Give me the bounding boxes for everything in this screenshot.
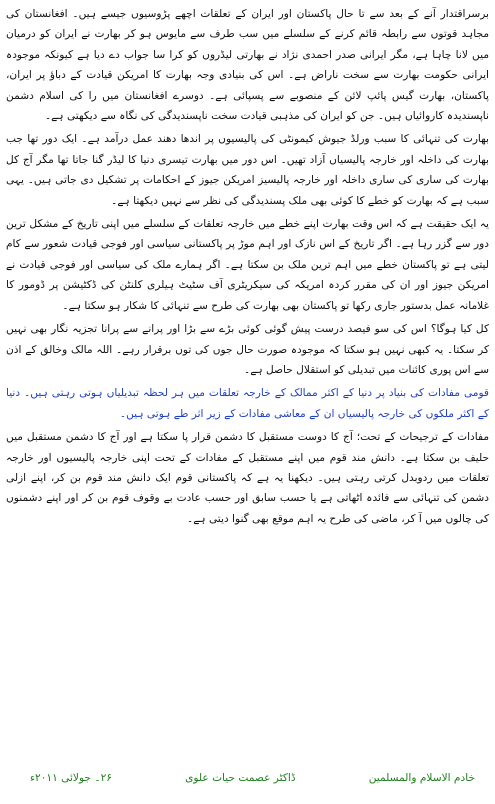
article-body xyxy=(6,4,489,529)
article-paragraph: مفادات کے ترجیحات کے تحت؛ آج کا دوست مستقبل کا دشمن قرار پا سکتا ہے اور آج کا دشمن مستقبل میں حلیف بن سکتا ہے۔ دانش مند قوم میں اپنے مستقبل کے مفادات کے تحت اپنی خارجہ پالیسیوں اور خارجہ تعلقات میں ردوبدل کرتی رہتی ہیں۔ دیکھنا یہ ہے کہ پاکستانی قوم ایک دانش مند قوم بن کر، اپنے ازلی دشمن کی تنہائی سے فائدہ اٹھاتی ہے یا حسب سابق اور حسب عادت بے وقوف قوم بن کر اور اپنے دشمنوں کی چالوں میں آ کر، ماضی کی طرح یہ اہم موقع بھی گنوا دیتی ہے۔ xyxy=(6,431,489,525)
highlighted-paragraph: قومی مفادات کی بنیاد پر دنیا کے اکثر ممالک کے خارجہ تعلقات میں ہر لحظہ تبدیلیاں ہوتی رہتی ہیں۔ دنیا کے اکثر ملکوں کی خارجہ پالیسیاں ان کے معاشی مفادات کے زیر اثر طے ہوتی ہیں۔ xyxy=(6,387,489,420)
article-paragraph: کل کیا ہوگا؟ اس کی سو فیصد درست پیش گوئی کوئی بڑے سے بڑا اور پرانے سے پرانا تجزیہ نگار بھی نہیں کر سکتا۔ یہ کبھی نہیں ہو سکتا کہ موجودہ صورت حال جوں کی توں برقرار رہے۔ اللہ مالک وخالق کے اذن سے اس پوری کائنات میں تبدیلی کو استقلال حاصل ہے۔ xyxy=(6,323,489,376)
article-paragraph: بھارت کی تنہائی کا سبب ورلڈ جیوش کیمونٹی کی پالیسیوں پر اندھا دھند عمل درآمد ہے۔ ایک دور تھا جب بھارت کی داخلہ اور خارجہ پالیسیاں آزاد تھیں۔ اس دور میں بھارت تیسری دنیا کا لیڈر گنا جاتا تھا مگر آج کل بھارت کی ساری کی ساری داخلہ اور خارجہ پالیسیز امریکن جیوز کے احکامات پر تشکیل دی جاتی ہیں۔ یہی سبب ہے کہ بھارت کو خطے کا کوئی بھی ملک پسندیدگی کی نظر سے نہیں دیکھتا ہے۔ xyxy=(6,133,489,207)
footer-organization: خادم الاسلام والمسلمین xyxy=(368,772,475,784)
article-paragraph: برسراقتدار آنے کے بعد سے تا حال پاکستان اور ایران کے تعلقات اچھے پڑوسیوں جیسے ہیں۔ افغانستان کی مجاہد قوتوں سے رابطہ قائم کرنے کے سلسلے میں سب طرف سے مایوس ہو کر بھارت نے ایران کو درمیان میں لانا چاہا ہے، مگر ایرانی صدر احمدی نژاد نے بھارتی لیڈروں کو کرا سا جواب دے دیا ہے کیونکہ موجودہ ایرانی حکومت بھارت سے سخت ناراض ہے۔ اس کی بنیادی وجہ بھارت کا امریکن قیادت کے دباؤ پر ایران، پاکستان، بھارت گیس پائپ لائن کے منصوبے سے پسپائی ہے۔ دوسرے افغانستان میں را کی اسلام دشمن ناپسندیدہ کاروائیاں ہیں۔ جن کو ایران کی مذہبی قیادت سخت ناپسندیدگی کی نگاہ سے دیکھتی ہے۔ xyxy=(6,8,489,123)
article-paragraph: یہ ایک حقیقت ہے کہ اس وقت بھارت اپنے خطے میں خارجہ تعلقات کے سلسلے میں اپنی تاریخ کے مشکل ترین دور سے گزر رہا ہے۔ اگر تاریخ کے اس نازک اور اہم موڑ پر پاکستانی سیاسی اور فوجی قیادت شعور سے کام لیتی ہے تو پاکستان خطے میں اہم ترین ملک بن سکتا ہے۔ اگر ہمارے ملک کی سیاسی اور فوجی قیادت نے امریکن جیوز اور ان کی مقرر کردہ امریکہ کی سیکریٹری آف سٹیٹ ہیلری کلنٹن کی ڈکٹیشن پر ڈومور کا غلامانہ عمل بدستور جاری رکھا تو پاکستان بھی بھارت کی طرح سے تنہائی کا شکار ہو سکتا ہے۔ xyxy=(6,218,489,312)
article-footer xyxy=(30,768,475,788)
footer-date: ۲۶۔ جولائی ۲۰۱۱ء xyxy=(30,772,112,784)
footer-author: ڈاکٹر عصمت حیات علوی xyxy=(185,772,296,784)
